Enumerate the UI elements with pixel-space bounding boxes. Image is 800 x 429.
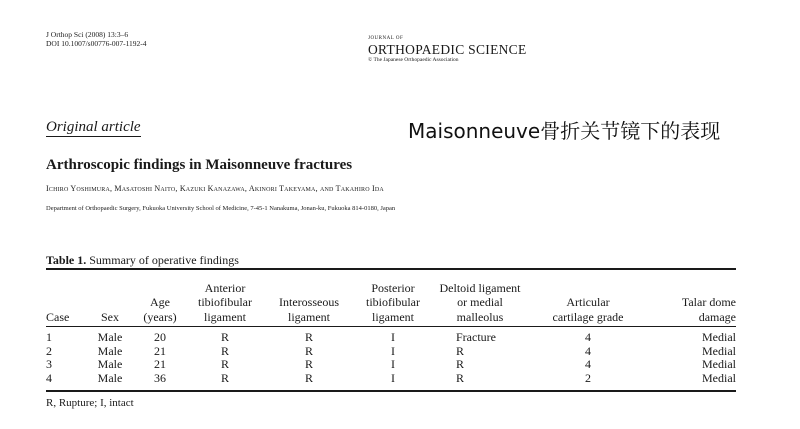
cell-sex: Male [97, 343, 123, 358]
cell-case: 4 [46, 370, 52, 385]
cell-age: 20 [154, 330, 166, 344]
table-row [46, 324, 736, 345]
cell-interosseous: R [304, 370, 313, 385]
header-talar-dome: Talar dome damage [681, 295, 736, 324]
cell-age: 36 [154, 370, 166, 385]
doi-text: DOI 10.1007/s00776-007-1192-4 [46, 39, 147, 48]
cell-sex: Male [97, 357, 123, 371]
table-top-rule [46, 268, 736, 270]
header-posterior-tibiofibular: Posterior tibiofibular ligament [366, 280, 420, 324]
chinese-title: Maisonneuve骨折关节镜下的表现 [408, 119, 721, 143]
header-case: Case [46, 309, 70, 324]
cell-case: 3 [46, 357, 52, 371]
cell-posterior: I [391, 370, 395, 385]
findings-table [46, 276, 736, 385]
article-type [46, 119, 141, 136]
header-cartilage: Articular cartilage grade [552, 295, 624, 324]
cell-interosseous: R [304, 343, 313, 358]
table-caption-text: Summary of operative findings [89, 253, 239, 267]
cell-posterior: I [391, 343, 395, 358]
table-bottom-rule [46, 390, 736, 392]
cell-age: 21 [154, 357, 166, 371]
cell-talar-dome: Medial [702, 357, 736, 371]
table-row [46, 358, 736, 372]
cell-deltoid: R [456, 343, 465, 358]
cell-deltoid: Fracture [456, 330, 496, 344]
cell-sex: Male [97, 330, 123, 344]
cell-anterior: R [220, 357, 229, 371]
cell-talar-dome: Medial [702, 343, 736, 358]
cell-talar-dome: Medial [702, 330, 736, 344]
header-age: Age (years) [143, 295, 177, 324]
table-header-row [46, 276, 736, 324]
cell-age: 21 [154, 343, 166, 358]
cell-cartilage: 4 [585, 357, 591, 371]
journal-reference [46, 30, 147, 48]
cell-case: 1 [46, 330, 52, 344]
author-list: Ichiro Yoshimura, Masatoshi Naito, Kazuki Kanazawa, Akinori Takeyama, and Takahiro Ida [46, 184, 384, 193]
cell-sex: Male [97, 370, 123, 385]
masthead-journal-of: JOURNAL OF [368, 36, 404, 41]
header-anterior-tibiofibular: Anterior tibiofibular ligament [198, 280, 252, 324]
table-row [46, 345, 736, 359]
cell-talar-dome: Medial [702, 370, 736, 385]
cell-cartilage: 2 [585, 370, 591, 385]
table-caption [46, 253, 239, 268]
cell-deltoid: R [456, 370, 465, 385]
table-footnote: R, Rupture; I, intact [46, 397, 134, 409]
header-sex: Sex [101, 309, 119, 324]
journal-citation: J Orthop Sci (2008) 13:3–6 [46, 30, 129, 39]
cell-cartilage: 4 [585, 343, 591, 358]
table-row [46, 372, 736, 386]
table-label: Table 1. [46, 253, 87, 267]
cell-case: 2 [46, 343, 52, 358]
article-type-label: Original article [46, 119, 141, 135]
header-deltoid: Deltoid ligament or medial malleolus [439, 280, 521, 324]
cell-posterior: I [391, 357, 395, 371]
cell-interosseous: R [304, 357, 313, 371]
cell-deltoid: R [456, 357, 465, 371]
cell-anterior: R [220, 343, 229, 358]
masthead-title: ORTHOPAEDIC SCIENCE [368, 42, 527, 57]
cell-interosseous: R [304, 330, 313, 344]
article-title: Arthroscopic findings in Maisonneuve fractures [46, 157, 353, 173]
cell-cartilage: 4 [585, 330, 591, 344]
cell-anterior: R [220, 330, 229, 344]
cell-posterior: I [391, 330, 395, 344]
affiliation: Department of Orthopaedic Surgery, Fukuoka University School of Medicine, 7-45-1 Nanakuma, Jonan-ku, Fukuoka 814-0180, Japan [46, 205, 396, 212]
header-interosseous: Interosseous ligament [279, 295, 339, 324]
cell-anterior: R [220, 370, 229, 385]
journal-masthead [368, 36, 527, 64]
masthead-association: © The Japanese Orthopaedic Association [368, 57, 459, 63]
